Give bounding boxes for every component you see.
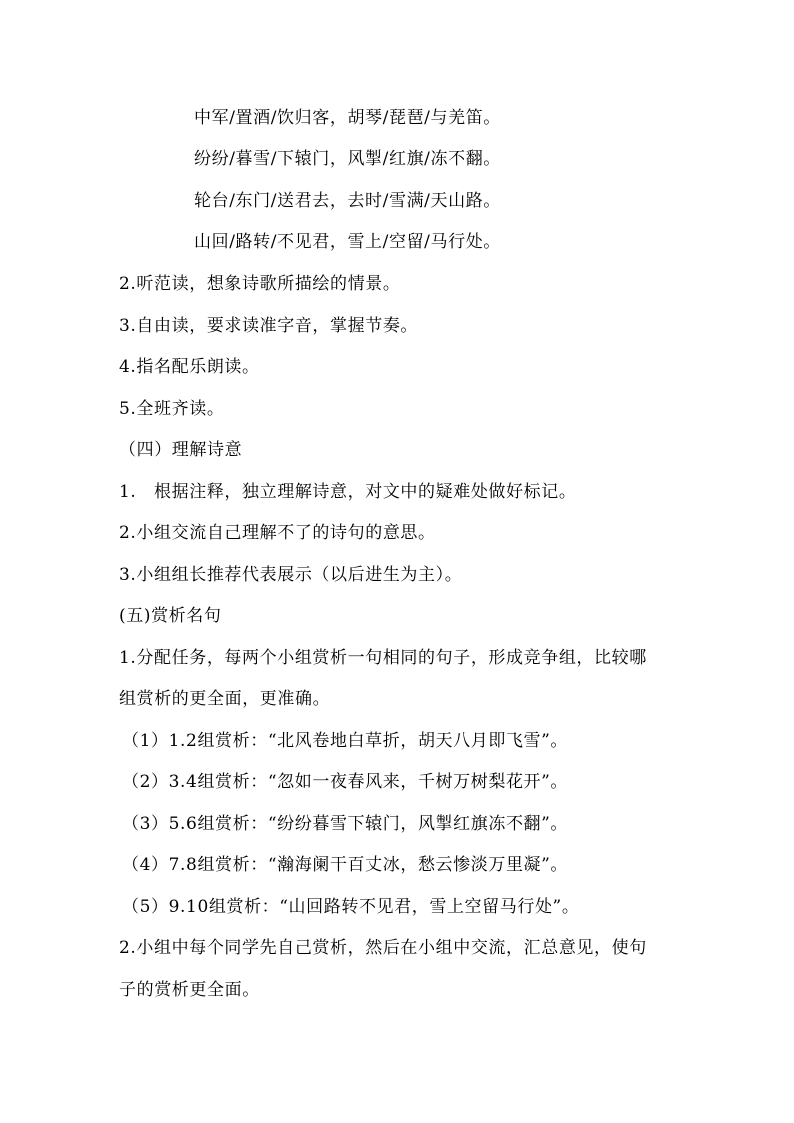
reading-step: 5.全班齐读。 [119, 399, 225, 419]
understand-step: 3.小组组长推荐代表展示（以后进生为主）。 [119, 565, 463, 585]
section-heading-understand: （四）理解诗意 [119, 440, 243, 460]
task-paragraph: 组赏析的更全面，更准确。 [119, 689, 331, 709]
reading-step: 3.自由读，要求读准字音，掌握节奏。 [119, 316, 419, 336]
poem-line: 纷纷/暮雪/下辕门，风掣/红旗/冻不翻。 [194, 149, 501, 169]
understand-step: 2.小组交流自己理解不了的诗句的意思。 [119, 523, 436, 543]
poem-line: 山回/路转/不见君，雪上/空留/马行处。 [194, 232, 501, 252]
task-paragraph: 2.小组中每个同学先自己赏析，然后在小组中交流，汇总意见，使句 [119, 938, 647, 958]
group-assignment: （1）1.2组赏析：“北风卷地白草折，胡天八月即飞雪”。 [122, 731, 569, 751]
group-assignment: （5）9.10组赏析：“山回路转不见君，雪上空留马行处”。 [122, 897, 580, 917]
poem-line: 中军/置酒/饮归客，胡琴/琵琶/与羌笛。 [194, 108, 501, 128]
poem-line: 轮台/东门/送君去，去时/雪满/天山路。 [194, 191, 501, 211]
reading-step: 4.指名配乐朗读。 [119, 357, 260, 377]
group-assignment: （3）5.6组赏析：“纷纷暮雪下辕门，风掣红旗冻不翻”。 [122, 814, 569, 834]
task-paragraph: 子的赏析更全面。 [119, 980, 260, 1000]
section-heading-appreciate: (五)赏析名句 [119, 606, 222, 626]
reading-step: 2.听范读，想象诗歌所描绘的情景。 [119, 274, 401, 294]
task-paragraph: 1.分配任务，每两个小组赏析一句相同的句子，形成竞争组，比较哪 [119, 648, 647, 668]
group-assignment: （2）3.4组赏析：“忽如一夜春风来，千树万树梨花开”。 [122, 772, 569, 792]
group-assignment: （4）7.8组赏析：“瀚海阑干百丈冰，愁云惨淡万里凝”。 [122, 855, 569, 875]
understand-step: 1. 根据注释，独立理解诗意，对文中的疑难处做好标记。 [119, 482, 577, 502]
